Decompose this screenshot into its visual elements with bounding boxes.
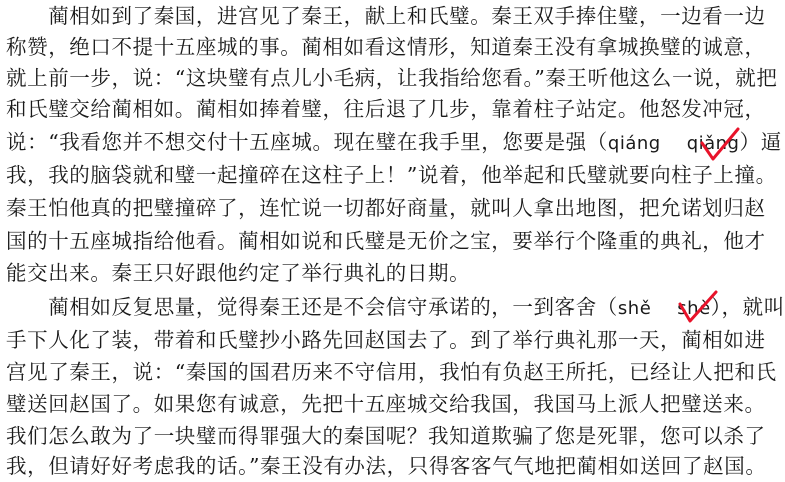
paragraph-1-line-5	[6, 127, 782, 157]
paragraph-2-line-4: 璧送回赵国了。如果您有诚意，先把十五座城交给我国，我国马上派人把璧送来。	[6, 392, 766, 416]
paragraph-2-line-5: 我们怎么敢为了一块璧而得罪强大的秦国呢？我知道欺骗了您是死罪，您可以杀了	[6, 424, 766, 448]
paragraph-1-line-8: 国的十五座城指给他看。蔺相如说和氏璧是无价之宝，要举行个隆重的典礼，他才	[6, 229, 766, 253]
paragraph-1-line-9: 能交出来。秦王只好跟他约定了举行典礼的日期。	[6, 261, 471, 285]
line-text-before-pinyin: 蔺相如反复思量，觉得秦王还是不会信守承诺的，一到客舍（	[6, 295, 618, 319]
line-text-after-pinyin: ）逼	[739, 130, 782, 154]
paragraph-2-line-6: 我，但请好好考虑我的话。”秦王没有办法，只得客客气气地把蔺相如送回了赵国。	[6, 454, 767, 478]
line-text-before-pinyin: 说：“我看您并不想交付十五座城。现在璧在我手里，您要是强（	[6, 130, 608, 154]
paragraph-2-line-2: 手下人化了装，带着和氏璧抄小路先回赵国去了。到了举行典礼那一天，蔺相如进	[6, 328, 766, 352]
red-checkmark-icon	[676, 288, 720, 328]
paragraph-1-line-6: 我，我的脑袋就和璧一起撞碎在这柱子上！”说着，他举起和氏璧就要向柱子上撞。	[6, 163, 777, 187]
paragraph-1-line-7: 秦王怕他真的把璧撞碎了，连忙说一切都好商量，就叫人拿出地图，把允诺划归赵	[6, 196, 766, 220]
paragraph-2-line-3: 宫见了秦王，说：“秦国的国君历来不守信用，我怕有负赵王所托，已经让人把和氏	[6, 360, 777, 384]
pinyin-option-she4: shè	[677, 298, 711, 319]
paragraph-2-line-1	[6, 292, 785, 322]
pinyin-option-qiang3: qiǎng	[686, 133, 740, 154]
paragraph-1-line-2: 称赞，绝口不提十五座城的事。蔺相如看这情形，知道秦王没有拿城换璧的诚意，	[6, 35, 766, 59]
pinyin-option-qiang2: qiáng	[607, 133, 661, 154]
paragraph-1-line-1: 蔺相如到了秦国，进宫见了秦王，献上和氏璧。秦王双手捧住璧，一边看一边	[6, 4, 766, 28]
pinyin-option-she3: shě	[617, 298, 652, 319]
red-checkmark-icon	[698, 125, 742, 165]
paragraph-1-line-4: 和氏璧交给蔺相如。蔺相如捧着璧，往后退了几步，靠着柱子站定。他怒发冲冠，	[6, 97, 766, 121]
line-text-after-pinyin: ），就叫	[710, 295, 785, 319]
paragraph-1-line-3: 就上前一步，说：“这块璧有点儿小毛病，让我指给您看。”秦王听他这么一说，就把	[6, 66, 778, 90]
